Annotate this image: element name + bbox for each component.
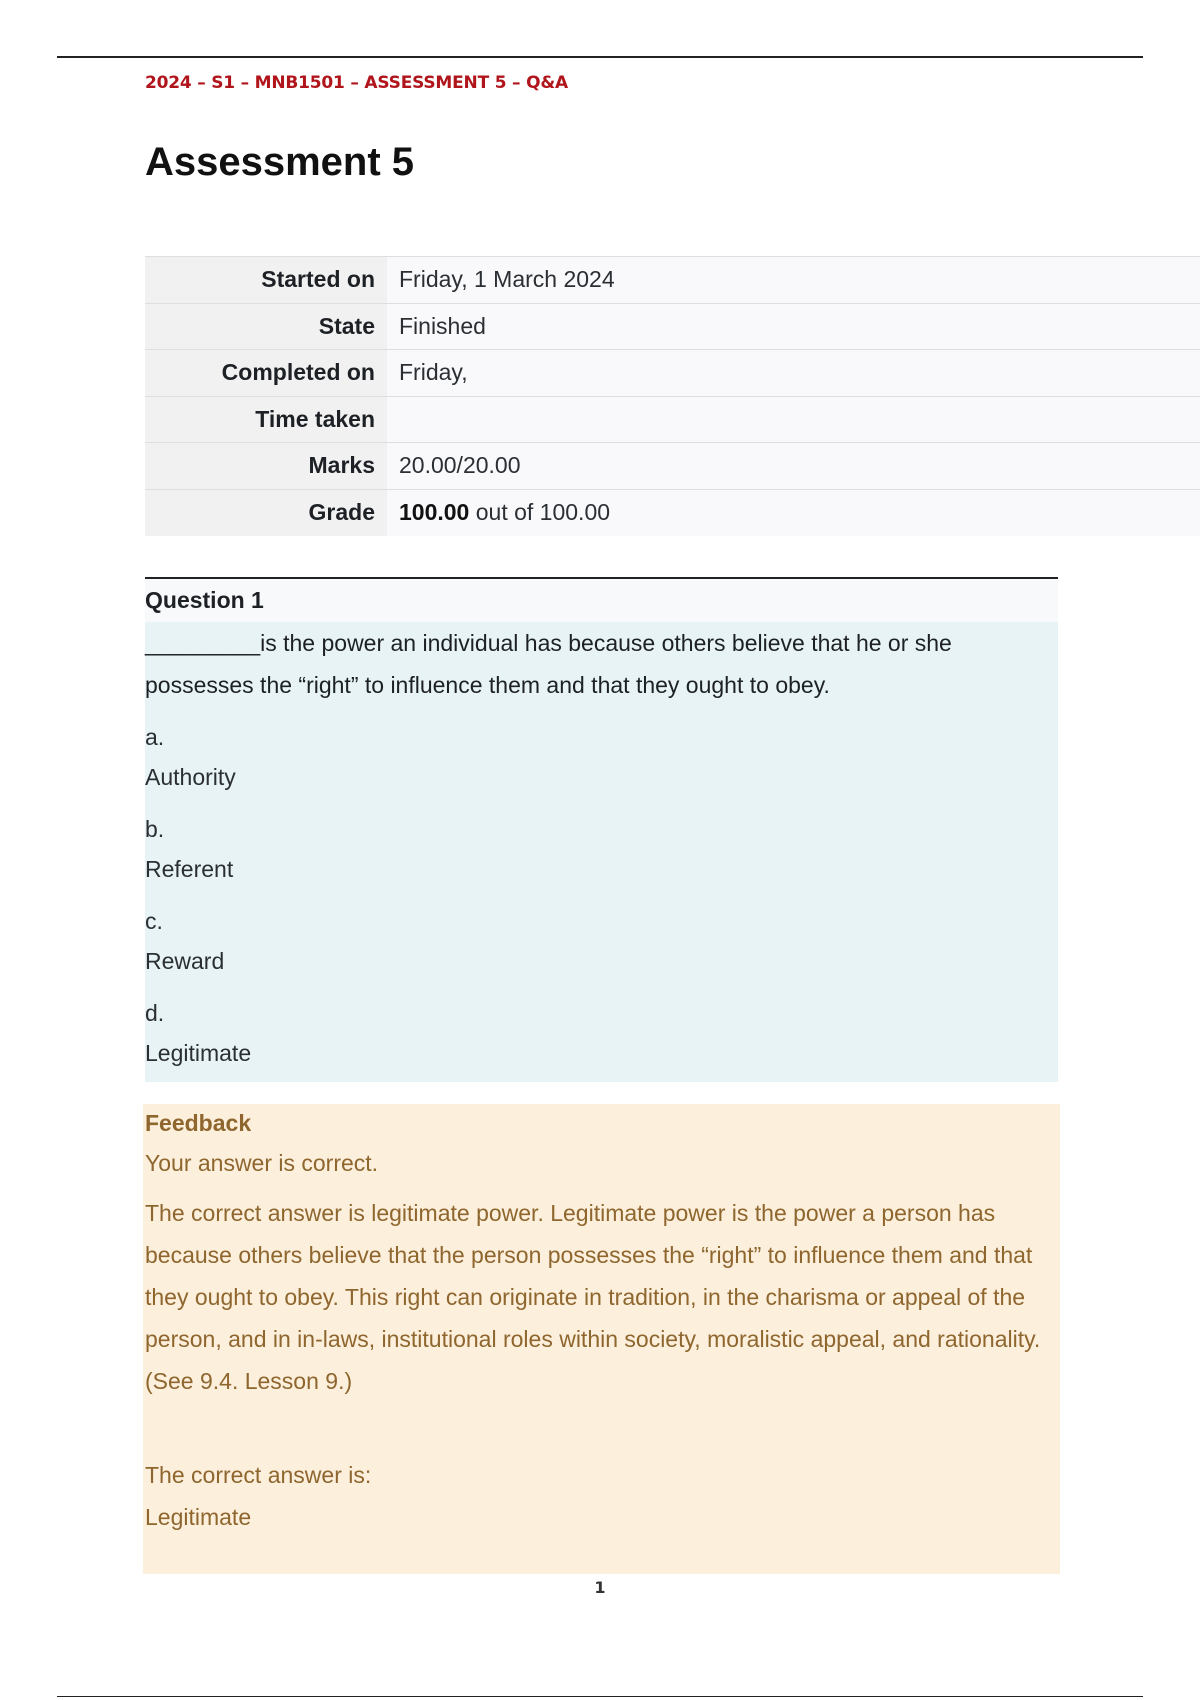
summary-value bbox=[387, 489, 1200, 536]
summary-row-marks bbox=[145, 443, 1200, 490]
page-number: 1 bbox=[594, 1578, 606, 1597]
summary-label: Completed on bbox=[145, 350, 387, 397]
summary-row-completed-on bbox=[145, 350, 1200, 397]
summary-row-grade bbox=[145, 489, 1200, 536]
question-text: _________is the power an individual has because others believe that he or she possesses the “right” to influence them and that they ought to obey. bbox=[145, 630, 952, 698]
answer-letter: a. bbox=[145, 724, 165, 750]
correct-answer-label: The correct answer is: bbox=[145, 1462, 372, 1488]
summary-label: Grade bbox=[145, 489, 387, 536]
summary-label: State bbox=[145, 303, 387, 350]
page-title: Assessment 5 bbox=[145, 140, 415, 184]
summary-value: 20.00/20.00 bbox=[387, 443, 1200, 490]
summary-row-time-taken bbox=[145, 396, 1200, 443]
feedback-title: Feedback bbox=[145, 1110, 252, 1136]
attempt-summary-table bbox=[145, 256, 1200, 536]
answer-text: Legitimate bbox=[145, 1040, 252, 1066]
top-rule bbox=[57, 56, 1143, 58]
summary-value: Finished bbox=[387, 303, 1200, 350]
answer-option-a bbox=[145, 718, 1058, 798]
answer-text: Authority bbox=[145, 764, 236, 790]
summary-row-started-on bbox=[145, 257, 1200, 304]
question-body bbox=[145, 622, 1058, 1082]
answer-option-c bbox=[145, 902, 1058, 982]
summary-value: Friday, 1 March 2024 bbox=[387, 257, 1200, 304]
summary-value bbox=[387, 396, 1200, 443]
summary-label: Marks bbox=[145, 443, 387, 490]
answer-text: Referent bbox=[145, 856, 234, 882]
grade-out-of: out of 100.00 bbox=[469, 499, 611, 525]
bottom-rule bbox=[57, 1696, 1143, 1697]
answer-letter: d. bbox=[145, 1000, 165, 1026]
answer-list bbox=[145, 718, 1058, 1074]
running-header: 2024 – S1 – MNB1501 – ASSESSMENT 5 – Q&A bbox=[145, 73, 568, 93]
grade-value: 100.00 bbox=[399, 499, 470, 525]
summary-row-state bbox=[145, 303, 1200, 350]
feedback-explanation: The correct answer is legitimate power. Legitimate power is the power a person has because others believe that the person possesses the “right” to influence them and that they ought to obey. This right can originate in tradition, in the charisma or appeal of the person, and in in-laws, institutional roles within society, moralistic appeal, and rationality. (See 9.4. Lesson 9.) bbox=[145, 1200, 1041, 1394]
feedback-status: Your answer is correct. bbox=[145, 1150, 379, 1176]
answer-letter: c. bbox=[145, 908, 163, 934]
question-heading: Question 1 bbox=[145, 577, 1058, 622]
answer-option-d bbox=[145, 994, 1058, 1074]
summary-label: Started on bbox=[145, 257, 387, 304]
summary-value: Friday, bbox=[387, 350, 1200, 397]
summary-label: Time taken bbox=[145, 396, 387, 443]
question-block bbox=[145, 577, 1058, 1082]
answer-option-b bbox=[145, 810, 1058, 890]
feedback-panel bbox=[143, 1104, 1060, 1574]
correct-answer-value: Legitimate bbox=[145, 1504, 252, 1530]
answer-text: Reward bbox=[145, 948, 225, 974]
answer-letter: b. bbox=[145, 816, 165, 842]
